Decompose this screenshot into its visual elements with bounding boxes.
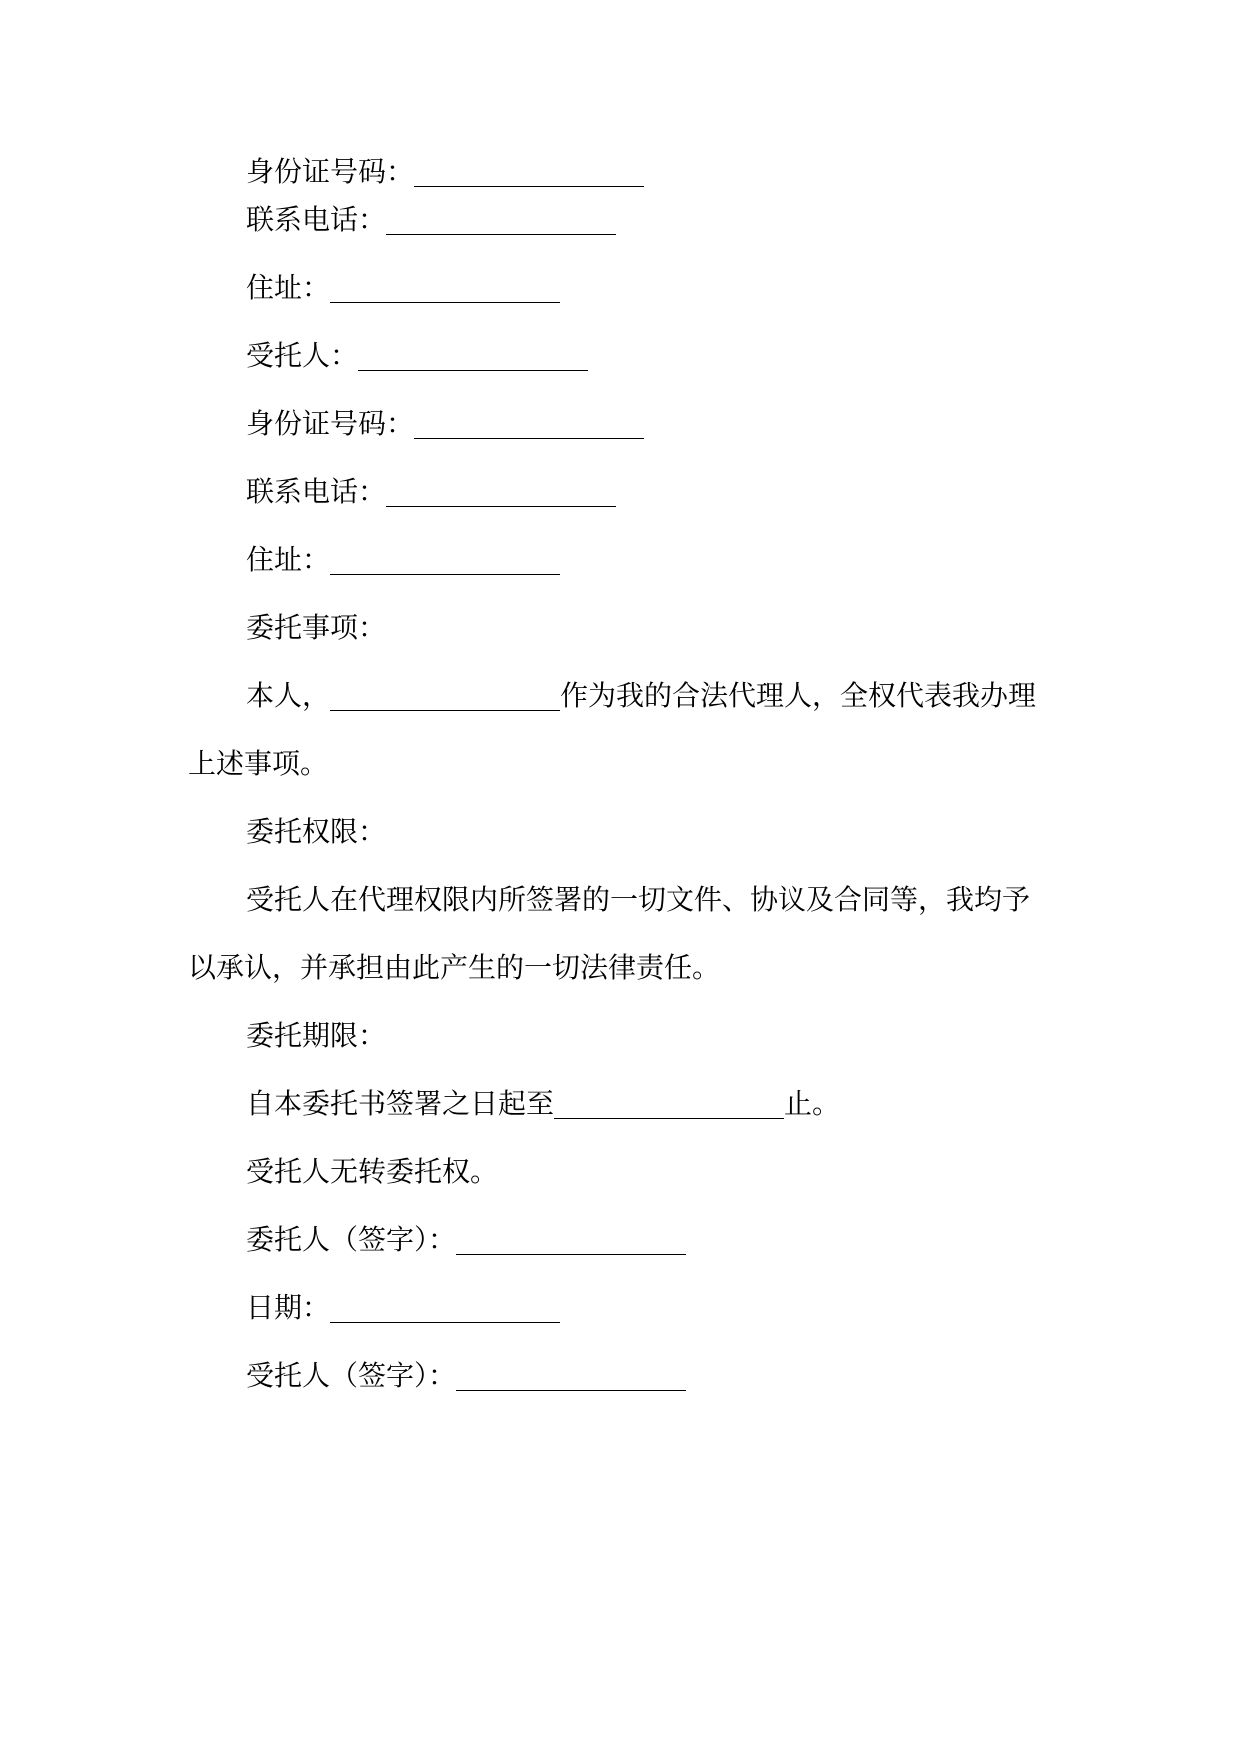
trustee-blank[interactable] [358, 340, 588, 371]
phone-label: 联系电话： [246, 203, 387, 236]
authority-text-2: 以承认，并承担由此产生的一切法律责任。 [188, 951, 721, 984]
address-line [188, 250, 1066, 326]
authority-line-2 [188, 930, 1066, 1006]
appointment-line [188, 658, 1066, 734]
phone-line [188, 182, 1066, 258]
no-subdelegation-line [188, 1134, 1066, 1210]
trustee-phone-blank[interactable] [386, 476, 616, 507]
authority-heading [188, 794, 1066, 870]
trustee-phone-label: 联系电话： [246, 475, 387, 508]
principal-signature-label: 委托人（签字）： [246, 1223, 457, 1256]
trustee-address-label: 住址： [246, 543, 331, 576]
appointment-suffix: 作为我的合法代理人，全权代表我办理 [560, 679, 1037, 712]
date-blank[interactable] [330, 1292, 560, 1323]
date-label: 日期： [246, 1291, 331, 1324]
trustee-id-number-blank[interactable] [414, 408, 644, 439]
term-end-date-blank[interactable] [554, 1088, 784, 1119]
matters-heading-text: 委托事项： [246, 611, 387, 644]
phone-blank[interactable] [386, 204, 616, 235]
trustee-signature-label: 受托人（签字）： [246, 1359, 457, 1392]
appointment-prefix: 本人， [246, 679, 331, 712]
appointment-continued-text: 上述事项。 [188, 747, 329, 780]
date-line [188, 1270, 1066, 1346]
authority-text-1: 受托人在代理权限内所签署的一切文件、协议及合同等，我均予 [246, 883, 1031, 916]
matters-heading [188, 590, 1066, 666]
trustee-line [188, 318, 1066, 394]
trustee-id-number-line [188, 386, 1066, 462]
trustee-label: 受托人： [246, 339, 359, 372]
appointment-continued-line [188, 726, 1066, 802]
authority-line-1 [188, 862, 1066, 938]
id-number-label: 身份证号码： [246, 155, 415, 188]
principal-signature-line [188, 1202, 1066, 1278]
principal-signature-blank[interactable] [456, 1224, 686, 1255]
authority-heading-text: 委托权限： [246, 815, 387, 848]
term-line [188, 1066, 1066, 1142]
no-subdelegation-text: 受托人无转委托权。 [246, 1155, 499, 1188]
address-blank[interactable] [330, 272, 560, 303]
trustee-signature-line [188, 1338, 1066, 1414]
term-suffix: 止。 [784, 1087, 841, 1120]
trustee-phone-line [188, 454, 1066, 530]
address-label: 住址： [246, 271, 331, 304]
term-prefix: 自本委托书签署之日起至 [246, 1087, 555, 1120]
appointee-name-blank[interactable] [330, 680, 560, 711]
trustee-address-blank[interactable] [330, 544, 560, 575]
trustee-id-number-label: 身份证号码： [246, 407, 415, 440]
trustee-signature-blank[interactable] [456, 1360, 686, 1391]
trustee-address-line [188, 522, 1066, 598]
term-heading-text: 委托期限： [246, 1019, 387, 1052]
term-heading [188, 998, 1066, 1074]
